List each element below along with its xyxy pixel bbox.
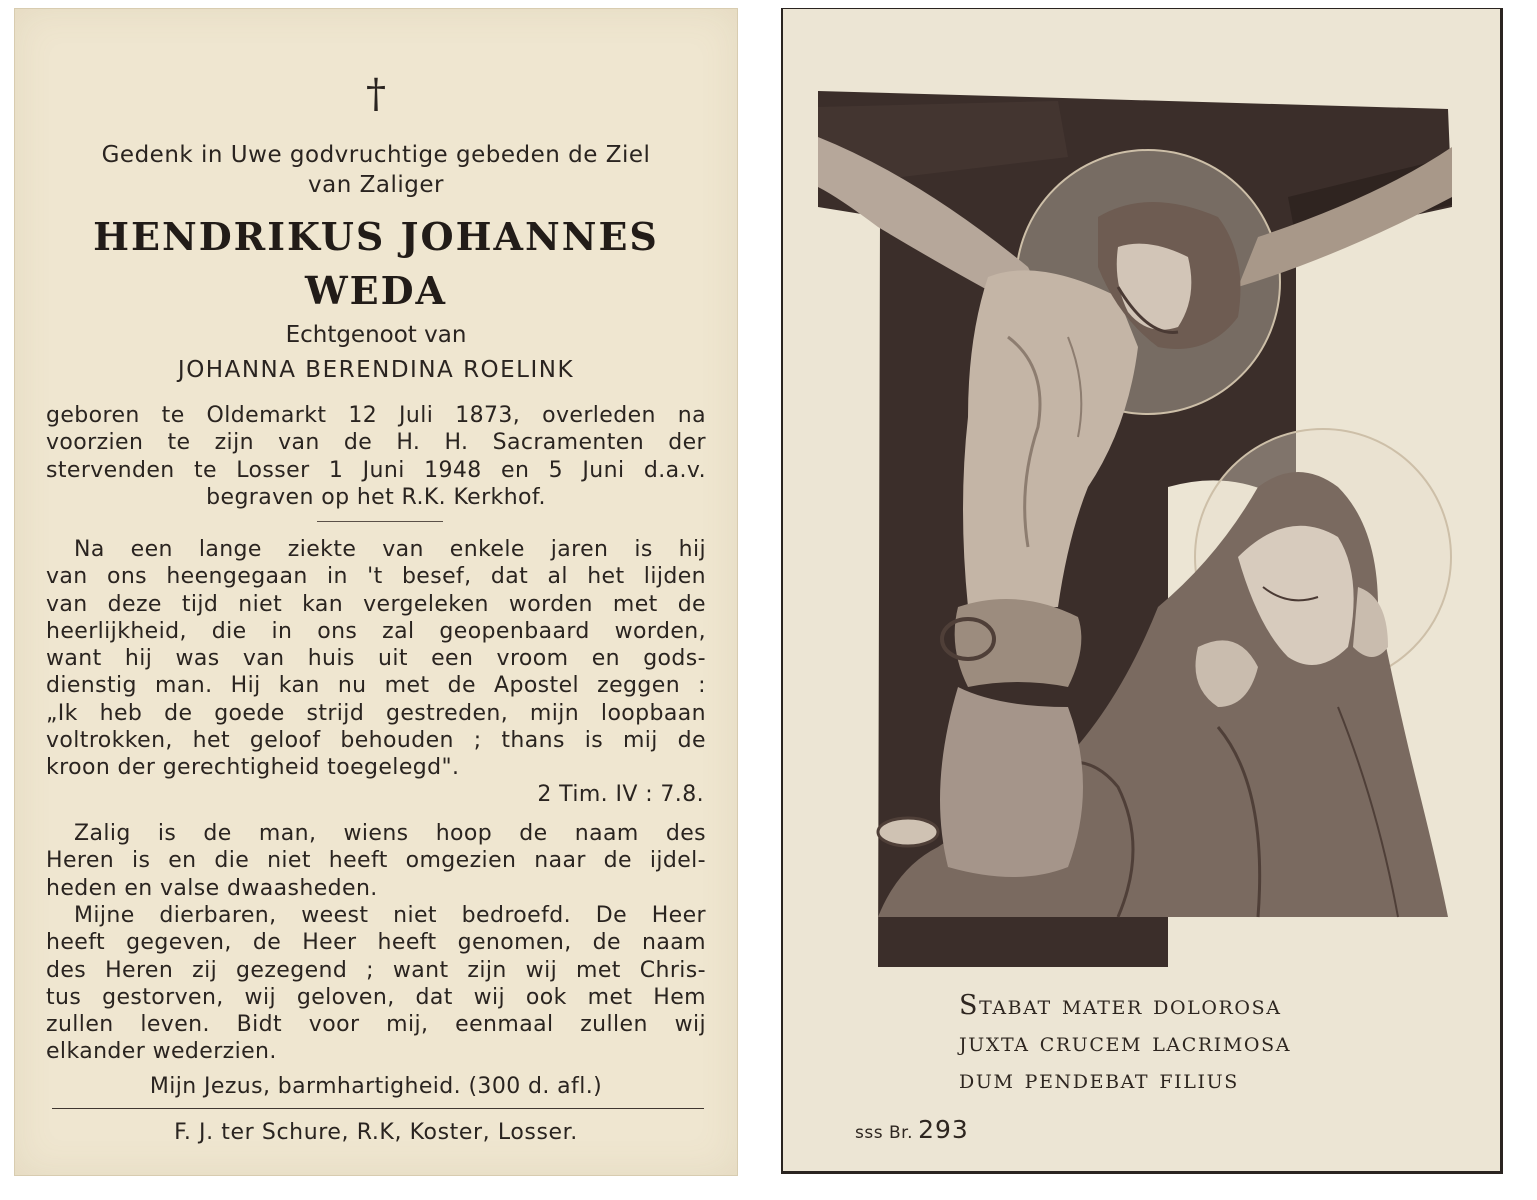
deceased-surname: WEDA xyxy=(304,268,448,313)
text-line: des Heren zij gezegend ; want zijn wij met Chris- xyxy=(46,957,706,983)
text-line: stervenden te Losser 1 Juni 1948 en 5 Juni d.a.v. xyxy=(46,457,706,483)
text-line: begraven op het R.K. Kerkhof. xyxy=(206,484,546,510)
scripture-paragraph xyxy=(46,820,706,902)
spouse-name: JOHANNA BERENDINA ROELINK xyxy=(177,357,575,383)
text-line: zullen leven. Bidt voor mij, eenmaal zullen wij xyxy=(46,1012,706,1038)
text-line: heeft gegeven, de Heer heeft genomen, de naam xyxy=(46,930,706,956)
text-line: Mijne dierbaren, weest niet bedroefd. De Heer xyxy=(74,903,706,928)
text-line: Heren is en die niet heeft omgezien naar de ijdel- xyxy=(46,848,706,874)
intro-line: Gedenk in Uwe godvruchtige gebeden de Ziel xyxy=(101,142,651,168)
text-line: voorzien te zijn van de H. H. Sacramenten der xyxy=(46,430,706,456)
memorial-card-image-side xyxy=(781,8,1503,1174)
text-line: van deze tijd niet kan vergeleken worden met de xyxy=(46,591,706,617)
verse-line: Stabat mater dolorosa xyxy=(959,990,1282,1021)
farewell-paragraph xyxy=(46,902,706,1066)
catalog-prefix: sss Br. xyxy=(855,1123,913,1143)
verse-line: dum pendebat filius xyxy=(959,1064,1239,1095)
catalog-number: 293 xyxy=(918,1115,969,1144)
card-catalog-code xyxy=(855,1115,969,1144)
text-line: tus gestorven, wij geloven, dat wij ook met Hem xyxy=(46,984,706,1010)
text-line: voltrokken, het geloof behouden ; thans is mij de xyxy=(46,728,706,754)
bible-reference: 2 Tim. IV : 7.8. xyxy=(537,782,704,807)
printer-credit: F. J. ter Schure, R.K, Koster, Losser. xyxy=(174,1120,578,1145)
text-line: heerlijkheid, die in ons zal geopenbaard worden, xyxy=(46,618,706,644)
stabat-mater-verse xyxy=(959,987,1291,1098)
deceased-name: HENDRIKUS JOHANNES xyxy=(93,214,659,259)
text-line: Zalig is de man, wiens hoop de naam des xyxy=(74,821,706,846)
crucifixion-illustration xyxy=(818,87,1458,967)
biography-paragraph xyxy=(46,402,706,511)
verse-line: juxta crucem lacrimosa xyxy=(959,1027,1292,1058)
text-line: want hij was van huis uit een vroom en gods- xyxy=(46,646,706,672)
spouse-label: Echtgenoot van xyxy=(285,322,467,348)
eulogy-paragraph xyxy=(46,536,706,782)
memorial-card-text-side xyxy=(14,8,738,1176)
divider xyxy=(317,521,443,522)
text-line: heden en valse dwaasheden. xyxy=(46,875,378,901)
text-line: kroon der gerechtigheid toegelegd". xyxy=(46,755,460,781)
text-line: dienstig man. Hij kan nu met de Apostel zeggen : xyxy=(46,673,706,699)
cross-icon: † xyxy=(366,71,386,117)
text-line: geboren te Oldemarkt 12 Juli 1873, overleden na xyxy=(46,403,706,428)
text-line: van ons heengegaan in 't besef, dat al het lijden xyxy=(46,564,706,590)
intro-line: van Zaliger xyxy=(308,172,444,198)
text-line: elkander wederzien. xyxy=(46,1039,277,1065)
divider xyxy=(52,1108,704,1109)
text-line: Na een lange ziekte van enkele jaren is hij xyxy=(74,537,706,562)
text-line: „Ik heb de goede strijd gestreden, mijn loopbaan xyxy=(46,700,706,726)
indulgence-prayer: Mijn Jezus, barmhartigheid. (300 d. afl.) xyxy=(149,1074,603,1099)
